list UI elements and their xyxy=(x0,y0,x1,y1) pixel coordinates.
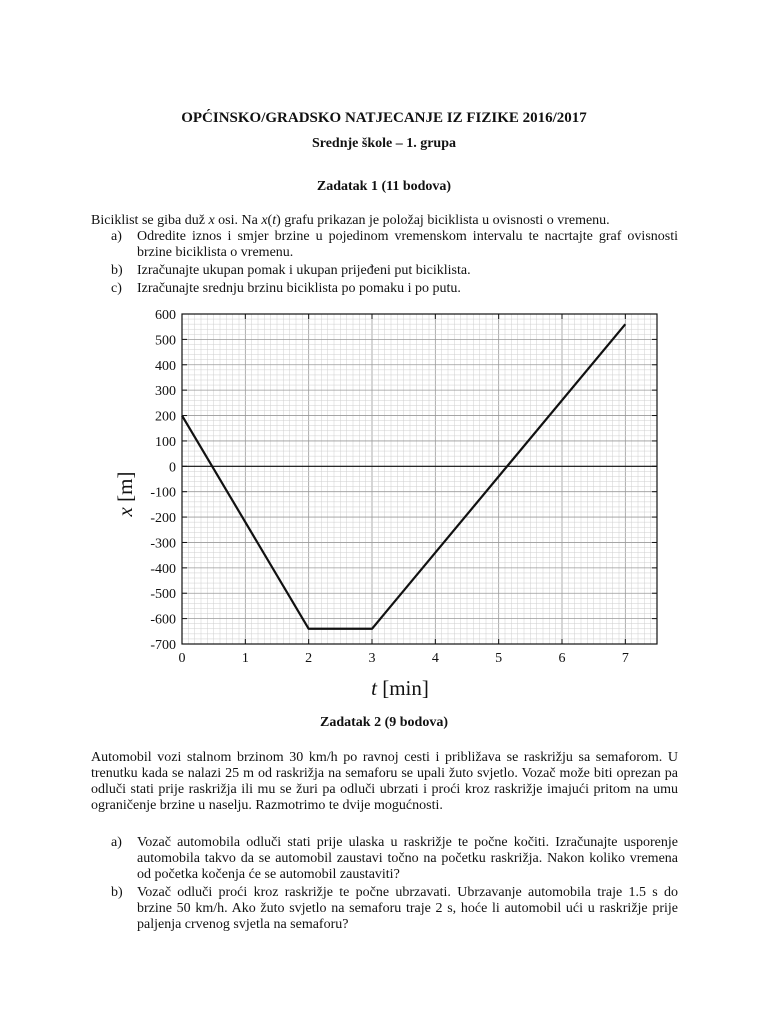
y-tick-label: -100 xyxy=(150,485,176,501)
x-tick-label: 2 xyxy=(305,651,313,666)
chart-frame xyxy=(182,314,657,644)
x-tick-label: 6 xyxy=(558,651,566,666)
y-tick-label: -600 xyxy=(150,612,176,628)
task1-item-c: c) Izračunajte srednju brzinu biciklista po pomaku i po putu. xyxy=(111,281,461,296)
competition-subtitle: Srednje škole – 1. grupa xyxy=(311,136,457,151)
y-tick-label: -700 xyxy=(150,638,176,653)
y-tick-label: 0 xyxy=(169,460,176,476)
y-tick-label: 400 xyxy=(155,358,176,374)
task1-heading: Zadatak 1 (11 bodova) xyxy=(316,179,452,194)
x-tick-label: 5 xyxy=(495,651,503,666)
y-tick-label: -200 xyxy=(150,511,176,527)
y-tick-label: -300 xyxy=(150,536,176,552)
x-tick-label: 1 xyxy=(241,651,249,666)
y-tick-label: 600 xyxy=(155,308,176,323)
func-x: x xyxy=(261,213,268,228)
task2-heading: Zadatak 2 (9 bodova) xyxy=(320,715,448,730)
task1-items xyxy=(111,229,678,299)
y-tick-label: 200 xyxy=(155,409,176,425)
task1-item-b: b) Izračunajte ukupan pomak i ukupan prijeđeni put biciklista. xyxy=(111,263,471,278)
task2-items xyxy=(111,835,678,935)
task1-intro: Biciklist se giba duž x osi. Na x(t) grafu prikazan je položaj biciklista u ovisnosti o vremenu. xyxy=(91,213,610,228)
competition-title: OPĆINSKO/GRADSKO NATJECANJE IZ FIZIKE 2016/2017 xyxy=(181,110,587,126)
x-tick-label: 7 xyxy=(621,651,629,666)
task2-item-b: b) Vozač odluči proći kroz raskrižje te počne ubrzavati. Ubrzavanje automobila traje 1.5 s do brzine 50 km/h. Ako žuto svjetlo na semaforu traje 2 s, hoće li automobil ući u raskrižje prije paljenja crvenog svjetla na semaforu? xyxy=(111,885,678,932)
y-tick-label: 500 xyxy=(155,333,176,349)
y-tick-label: -400 xyxy=(150,561,176,577)
plot-frame xyxy=(182,314,657,644)
position-time-chart xyxy=(104,302,674,702)
x-tick-label: 4 xyxy=(431,651,439,666)
y-axis-label: x [m] xyxy=(113,471,137,517)
x-axis-label: t [min] xyxy=(371,676,429,700)
y-tick-label: 300 xyxy=(155,384,176,400)
y-tick-label: -500 xyxy=(150,587,176,603)
chart-grid xyxy=(182,314,657,644)
task1-item-a: a) Odredite iznos i smjer brzine u pojedinom vremenskom intervalu te nacrtajte graf ovisnosti brzine biciklista o vremenu. xyxy=(111,229,678,260)
y-tick-label: 100 xyxy=(155,434,176,450)
x-tick-label: 0 xyxy=(178,651,186,666)
func-arg-t: t xyxy=(272,213,277,228)
x-tick-label: 3 xyxy=(368,651,376,666)
task2-item-a: a) Vozač automobila odluči stati prije ulaska u raskrižje te počne kočiti. Izračunajte usporenje automobila takvo da se automobil zaustavi točno na početku raskrižja. Nakon koliko vremena od početka kočenja će se automobil zaustaviti? xyxy=(111,835,678,882)
task2-intro: Automobil vozi stalnom brzinom 30 km/h po ravnoj cesti i približava se raskrižju sa semaforom. U trenutku kada se nalazi 25 m od raskrižja na semaforu se upali žuto svjetlo. Vozač može biti oprezan pa odluči stati prije raskrižja ili mu se žuri pa odluči ubrzati i proći kroz raskrižje imajući pritom na umu ograničenje brzine u naselju. Razmotrimo te dvije mogućnosti. xyxy=(91,750,678,813)
var-x: x xyxy=(208,213,215,228)
